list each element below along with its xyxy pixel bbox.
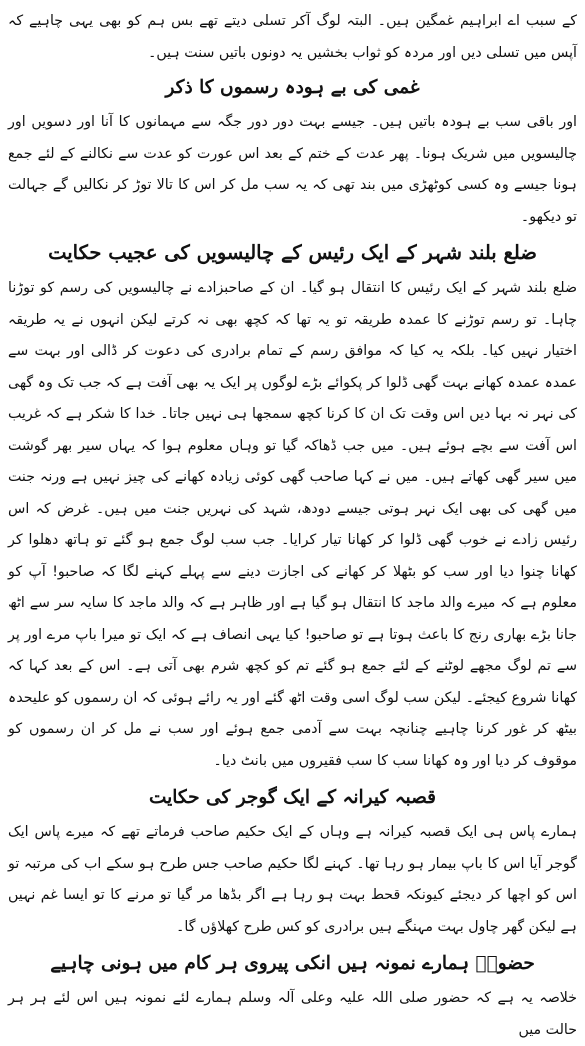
paragraph-bulandshahr-story: ضلع بلند شہر کے ایک رئیس کا انتقال ہو گیا۔ ان کے صاحبزادے نے چالیسویں کی رسم کو توڑنا چاہا۔ تو رسم توڑنے کا عمدہ طریقہ تو یہ تھا کہ کچھ بھی نہ کرتے لیکن انہوں نے یہ طریقہ اختیار نہیں کیا۔ بلکہ یہ کیا کہ موافق رسم کے تمام برادری کی دعوت کر ڈالی اور بہت سے عمدہ عمدہ کھانے بہت گھی ڈلوا کر پکوائے بڑے لوگوں پر ایک یہ بھی آفت ہے کہ جب تک وہ گھی کی نہر نہ بہا دیں اس وقت تک ان کا کرنا کچھ سمجھا ہی نہیں جاتا۔ خدا کا شکر ہے کہ غریب اس آفت سے بچے ہوئے ہیں۔ میں جب ڈھاکہ گیا تو وہاں معلوم ہوا کہ یہاں سیر بھر گوشت میں سیر گھی کھاتے ہیں۔ میں نے کہا صاحب گھی کوئی زیادہ کھانے کی چیز نہیں ہے ورنہ جنت میں گھی کی بھی ایک نہر ہوتی جیسے دودھ، شہد کی نہریں جنت میں ہیں۔ غرض کہ اس رئیس زادے نے خوب گھی ڈلوا کر کھانا تیار کرایا۔ جب سب لوگ جمع ہو گئے تو ہاتھ دھلوا کر کھانا چنوا دیا اور سب کو بٹھلا کر کھانے کی اجازت دینے سے پہلے کہنے لگا کہ صاحبو! آپ کو معلوم ہے کہ میرے والد ماجد کا انتقال ہو گیا ہے اور ظاہر ہے کہ والد ماجد کا سایہ سر سے اٹھ جانا بڑے بھاری رنج کا باعث ہوتا ہے تو صاحبو! کیا یہی انصاف ہے کہ ایک تو میرا باپ مرے اور پر سے تم لوگ مجھے لوٹنے کے لئے جمع ہو گئے تم کو کچھ شرم بھی آتی ہے۔ اس کے بعد کہا کہ کھانا شروع کیجئے۔ لیکن سب لوگ اسی وقت اٹھ گئے اور یہ رائے ہوئی کہ ان رسموں کو علیحدہ بیٹھ کر غور کرنا چاہیے چنانچہ بہت سے آدمی جمع ہوئے اور سب نے مل کر ان رسموں کو موقوف کر دیا اور وہ کھانا سب کا سب فقیروں میں بانٹ دیا۔ — [8, 280, 577, 769]
paragraph-summary: خلاصہ یہ ہے کہ حضور صلی اللہ علیہ وعلی آلہ وسلم ہمارے لئے نمونہ ہیں اس لئے ہر ہر حالت میں — [8, 990, 577, 1038]
heading-bulandshahr-story: ضلع بلند شہر کے ایک رئیس کے چالیسویں کی عجیب حکایت — [48, 241, 537, 264]
paragraph-kairana-story: ہمارے پاس ہی ایک قصبہ کیرانہ ہے وہاں کے ایک حکیم صاحب فرماتے تھے کہ میرے پاس ایک گوجر آیا اس کا باپ بیمار ہو رہا تھا۔ کہنے لگا حکیم صاحب جس طرح ہو سکے اب کی مرتبہ تو اس کو اچھا کر دیجئے کیونکہ قحط بہت ہو رہا ہے اگر بڈھا مر گیا تو مرنے کا تو ایسا غم نہیں ہے لیکن گھر چاول بہت مہنگے ہیں برادری کو کس طرح کھلاؤں گا۔ — [8, 824, 577, 935]
heading-kairana-story: قصبہ کیرانہ کے ایک گوجر کی حکایت — [148, 787, 436, 808]
paragraph-intro: کے سبب اے ابراہیم غمگین ہیں۔ البتہ لوگ آکر تسلی دیتے تھے بس ہم کو بھی یہی چاہیے کہ آپس میں تسلی دیں اور مردہ کو ثواب بخشیں یہ دونوں باتیں سنت ہیں۔ — [8, 13, 577, 61]
heading-prophet-example: حضورؐ ہمارے نمونہ ہیں انکی پیروی ہر کام میں ہونی چاہیے — [50, 953, 535, 974]
heading-mourning-customs: غمی کی بے ہودہ رسموں کا ذکر — [165, 77, 420, 98]
paragraph-mourning-customs: اور باقی سب بے ہودہ باتیں ہیں۔ جیسے بہت دور دور جگہ سے مہمانوں کا آنا اور دسویں اور چالیسویں میں شریک ہونا۔ پھر عدت کے ختم کے بعد اس عورت کو عدت سے نکالنے کے لئے جمع ہونا جیسے وہ کسی کوٹھڑی میں بند تھی کہ یہ سب مل کر اس کا تالا توڑ کر نکالیں گے جہالت تو دیکھو۔ — [8, 114, 577, 225]
